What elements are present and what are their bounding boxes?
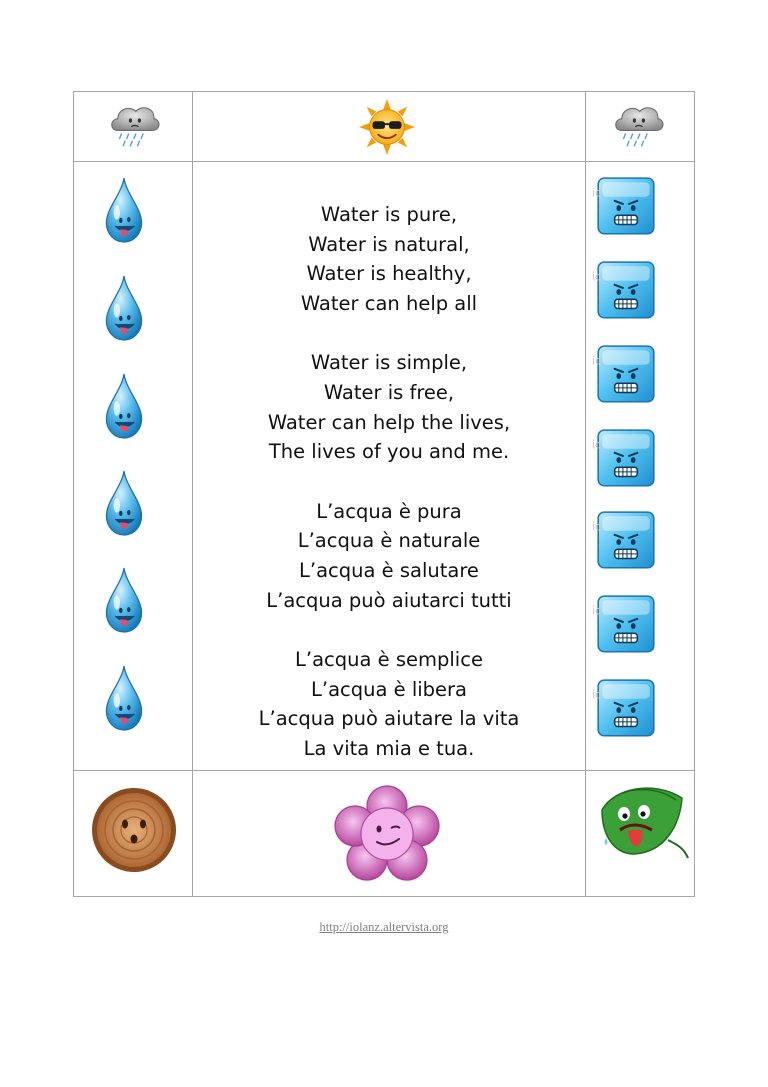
poem-stanza [193, 497, 585, 616]
water-drop-face-icon [104, 467, 144, 539]
footer-link[interactable]: http://iolanz.altervista.org [319, 920, 449, 934]
ice-cube-face-icon [592, 342, 660, 408]
poem-table [73, 91, 695, 897]
ice-cube-face-icon [592, 174, 660, 240]
water-drop-face-icon [104, 662, 144, 734]
poem-line: Water is simple, [310, 351, 468, 375]
poem-line: L’acqua è salutare [299, 559, 479, 583]
poem-line: Water is natural, [308, 232, 470, 256]
poem-line: The lives of you and me. [268, 440, 510, 464]
ice-cube-face-icon [592, 676, 660, 742]
water-drop-face-icon [104, 272, 144, 344]
row-divider [74, 161, 694, 162]
row-divider [74, 770, 694, 771]
tree-stump-face-icon [88, 784, 180, 876]
poem-line: Water can help the lives, [267, 410, 511, 434]
poem-line: L’acqua può aiutare la vita [258, 707, 520, 731]
poem-stanza [193, 645, 585, 764]
rain-cloud-icon [107, 99, 161, 151]
poem-line: L’acqua può aiutarci tutti [266, 588, 512, 612]
poem-text [193, 200, 585, 764]
poem-line: La vita mia e tua. [303, 737, 475, 761]
sun-with-sunglasses-icon [358, 98, 416, 156]
rain-cloud-icon [611, 99, 665, 151]
ice-cube-face-icon [592, 592, 660, 658]
ice-cube-face-icon [592, 508, 660, 574]
water-drop-face-icon [104, 370, 144, 442]
poem-stanza [193, 348, 585, 467]
ice-cube-face-icon [592, 258, 660, 324]
pink-flower-face-icon [327, 782, 447, 882]
poem-line: L’acqua è naturale [297, 529, 481, 553]
poem-line: L’acqua è pura [316, 499, 462, 523]
poem-line: Water can help all [300, 292, 478, 316]
green-leaf-face-icon [594, 780, 690, 864]
column-divider [585, 92, 586, 896]
poem-line: L’acqua è libera [311, 677, 467, 701]
poem-line: L’acqua è semplice [295, 647, 483, 671]
poem-stanza [193, 200, 585, 319]
poem-line: Water is free, [323, 381, 455, 405]
water-drop-face-icon [104, 564, 144, 636]
ice-cube-face-icon [592, 426, 660, 492]
water-drop-face-icon [104, 174, 144, 246]
poem-line: Water is pure, [320, 203, 458, 226]
poem-line: Water is healthy, [306, 262, 472, 286]
